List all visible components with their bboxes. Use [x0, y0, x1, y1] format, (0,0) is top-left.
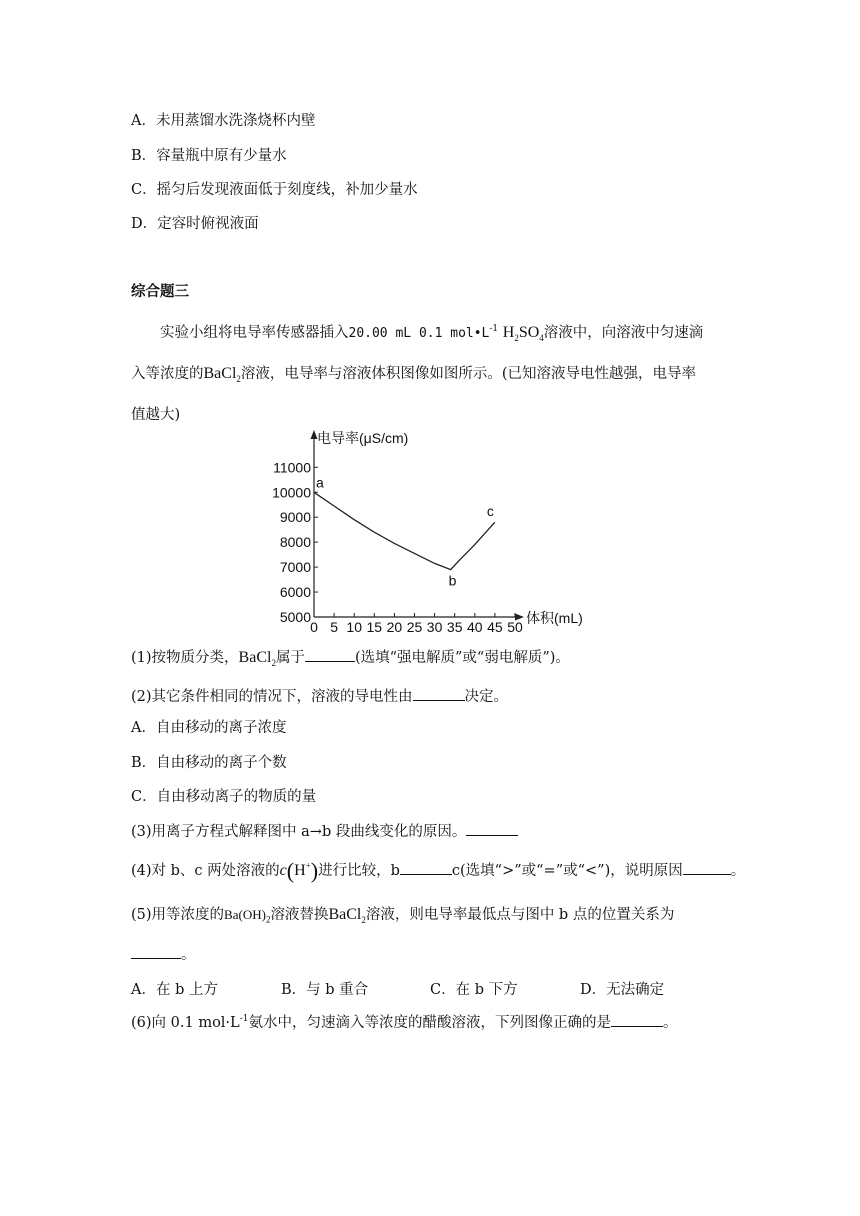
y-tick-label: 10000 [272, 484, 311, 501]
answer-blank[interactable] [413, 686, 465, 701]
question-4: (4)对 b、c 两处溶液的c(H+)进行比较，b c(选填“>”或“=”或“<”)，说明原因 。 [131, 858, 746, 883]
q2-option-a: A．自由移动的离子浓度 [131, 720, 287, 736]
x-tick-label: 45 [487, 619, 503, 635]
q5-option-d: D．无法确定 [580, 982, 665, 998]
question-6: (6)向 0.1 $mol\cdot L^{-1}$氨水中，匀速滴入等浓度的醋酸溶液，下列图像正确的是 。 [131, 1012, 677, 1033]
point-label-b: b [448, 572, 457, 589]
x-tick-label: 25 [406, 619, 423, 635]
point-label-a: a [316, 474, 324, 491]
answer-blank[interactable] [611, 1012, 663, 1027]
y-tick-label: 5000 [279, 609, 311, 625]
intro-line-2: 入等浓度的BaCl$_2$溶液，电导率与溶液体积图像如图所示。(已知溶液导电性越强，电导率 [131, 365, 697, 385]
answer-blank[interactable] [466, 821, 518, 836]
y-tick-label: 8000 [279, 534, 311, 551]
q2-option-b: B．自由移动的离子个数 [131, 755, 287, 771]
y-tick-label: 7000 [279, 559, 311, 576]
x-tick-label: 5 [330, 619, 338, 635]
question-3: (3)用离子方程式解释图中 a→b 段曲线变化的原因。 [131, 821, 518, 842]
y-axis-label: 电导率(μS/cm) [317, 430, 409, 446]
x-tick-label: 15 [366, 619, 383, 635]
option-d-prev: D．定容时俯视液面 [131, 216, 259, 232]
intro-line-1: 实验小组将电导率传感器插入20.00 mL 0.1 $mol•L^{-1}$ $H_2SO_4$溶液中，向溶液中匀速滴 [160, 324, 704, 344]
x-tick-label: 40 [467, 619, 483, 635]
x-tick-label: 35 [446, 619, 463, 635]
answer-blank[interactable] [683, 860, 731, 875]
question-5-cont: 。 [131, 944, 196, 965]
conductivity-curve [314, 492, 495, 569]
answer-blank[interactable] [131, 944, 181, 959]
q5-option-a: A．在 b 上方 [131, 982, 218, 998]
question-1: (1)按物质分类，BaCl$_2$属于 (选填“强电解质”或“弱电解质”)。 [131, 649, 570, 669]
answer-blank[interactable] [400, 860, 452, 875]
section-title: 综合题三 [131, 284, 189, 300]
answer-blank[interactable] [305, 647, 355, 662]
option-a-prev: A．未用蒸馏水洗涤烧杯内壁 [131, 113, 316, 129]
question-2: (2)其它条件相同的情况下，溶液的导电性由 决定。 [131, 686, 508, 707]
intro-line-3: 值越大) [131, 407, 181, 423]
q2-option-c: C．自由移动离子的物质的量 [131, 789, 317, 805]
q5-option-c: C．在 b 下方 [430, 982, 518, 998]
y-tick-label: 6000 [279, 584, 311, 601]
option-b-prev: B．容量瓶中原有少量水 [131, 148, 287, 164]
option-c-prev: C．摇匀后发现液面低于刻度线，补加少量水 [131, 182, 418, 198]
y-tick-label: 11000 [273, 459, 311, 476]
point-label-c: c [486, 503, 494, 520]
x-tick-label: 10 [346, 619, 362, 635]
y-tick-label: 9000 [279, 509, 311, 526]
conductivity-chart [262, 424, 592, 636]
x-tick-label: 0 [310, 619, 318, 635]
question-5: (5)用等浓度的$Ba(OH)_2$溶液替换BaCl$_2$溶液，则电导率最低点与图中 b 点的位置关系为 [131, 906, 675, 926]
x-tick-label: 20 [386, 619, 403, 635]
x-axis-label: 体积(mL) [526, 610, 583, 626]
x-tick-label: 50 [507, 619, 523, 635]
x-tick-label: 30 [426, 619, 443, 635]
q5-option-b: B．与 b 重合 [281, 982, 369, 998]
